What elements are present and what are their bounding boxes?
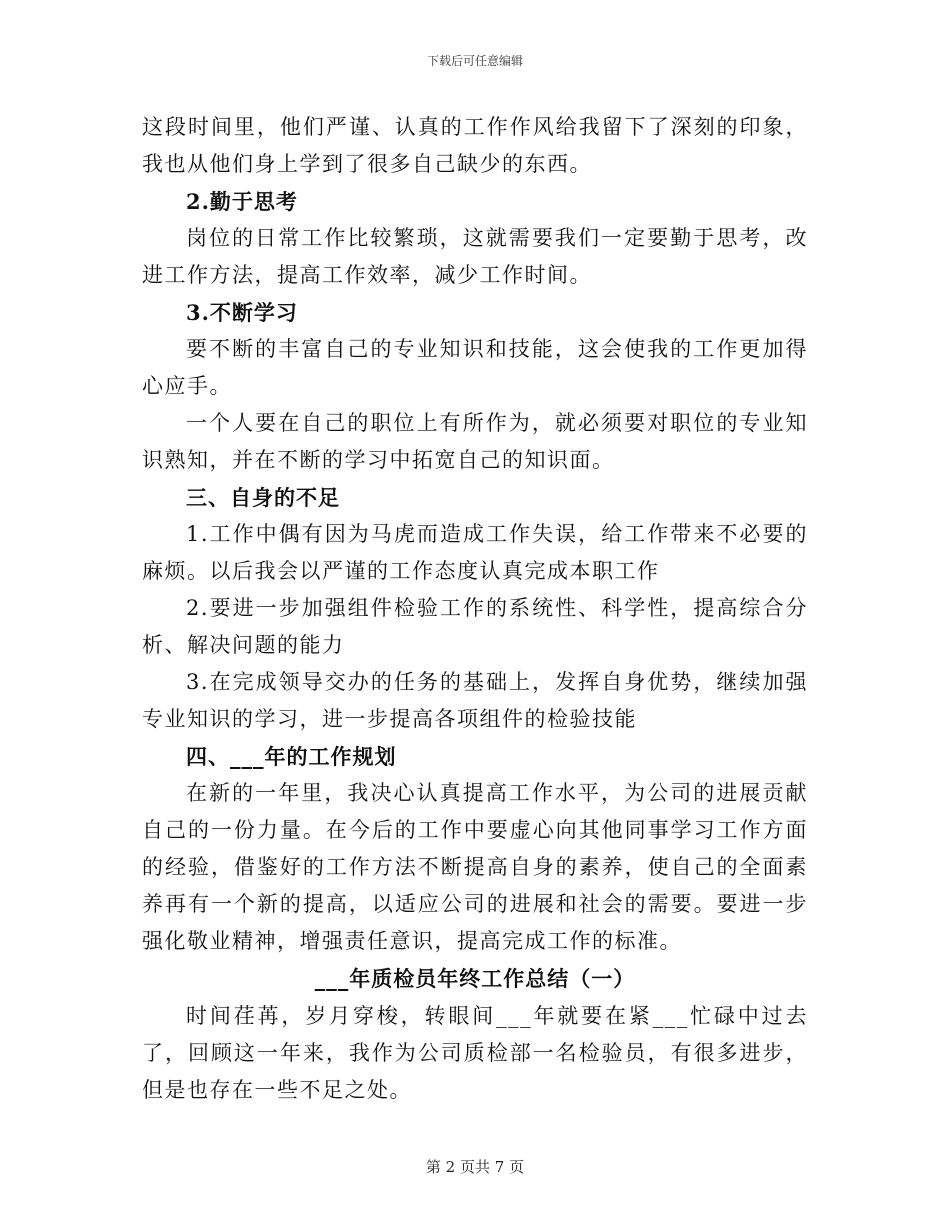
paragraph-3: 要不断的丰富自己的专业知识和技能，这会使我的工作更加得心应手。 (142, 337, 808, 398)
heading-learn: 3.不断学习 (186, 300, 298, 325)
page-header: 下载后可任意编辑 (426, 54, 523, 68)
paragraph-7: 3.在完成领导交办的任务的基础上，发挥自身优势，继续加强专业知识的学习，进一步提高各项组件的检验技能 (142, 670, 808, 731)
heading-plan: 四、___年的工作规划 (186, 744, 397, 769)
paragraph-6: 2.要进一步加强组件检验工作的系统性、科学性，提高综合分析、解决问题的能力 (142, 596, 808, 657)
paragraph-5: 1.工作中偶有因为马虎而造成工作失误，给工作带来不必要的麻烦。以后我会以严谨的工作态度认真完成本职工作 (142, 522, 808, 583)
paragraph-1: 这段时间里，他们严谨、认真的工作作风给我留下了深刻的印象，我也从他们身上学到了很多自己缺少的东西。 (142, 115, 808, 176)
document-body (142, 109, 808, 1109)
page-footer: 第 2 页共 7 页 (425, 1158, 525, 1176)
paragraph-9: 时间荏苒，岁月穿梭，转眼间___年就要在紧___忙碌中过去了，回顾这一年来，我作为公司质检部一名检验员，有很多进步，但是也存在一些不足之处。 (142, 1004, 808, 1102)
heading-think: 2.勤于思考 (186, 189, 298, 214)
section-title: ___年质检员年终工作总结（一） (314, 966, 636, 991)
heading-shortcomings: 三、自身的不足 (186, 485, 340, 510)
paragraph-8: 在新的一年里，我决心认真提高工作水平，为公司的进展贡献自己的一份力量。在今后的工作中要虚心向其他同事学习工作方面的经验，借鉴好的工作方法不断提高自身的素养，使自己的全面素养再有一个新的提高，以适应公司的进展和社会的需要。要进一步强化敬业精神，增强责任意识，提高完成工作的标准。 (142, 781, 808, 953)
paragraph-4: 一个人要在自己的职位上有所作为，就必须要对职位的专业知识熟知，并在不断的学习中拓宽自己的知识面。 (142, 411, 808, 472)
paragraph-2: 岗位的日常工作比较繁琐，这就需要我们一定要勤于思考，改进工作方法，提高工作效率，减少工作时间。 (142, 226, 808, 287)
